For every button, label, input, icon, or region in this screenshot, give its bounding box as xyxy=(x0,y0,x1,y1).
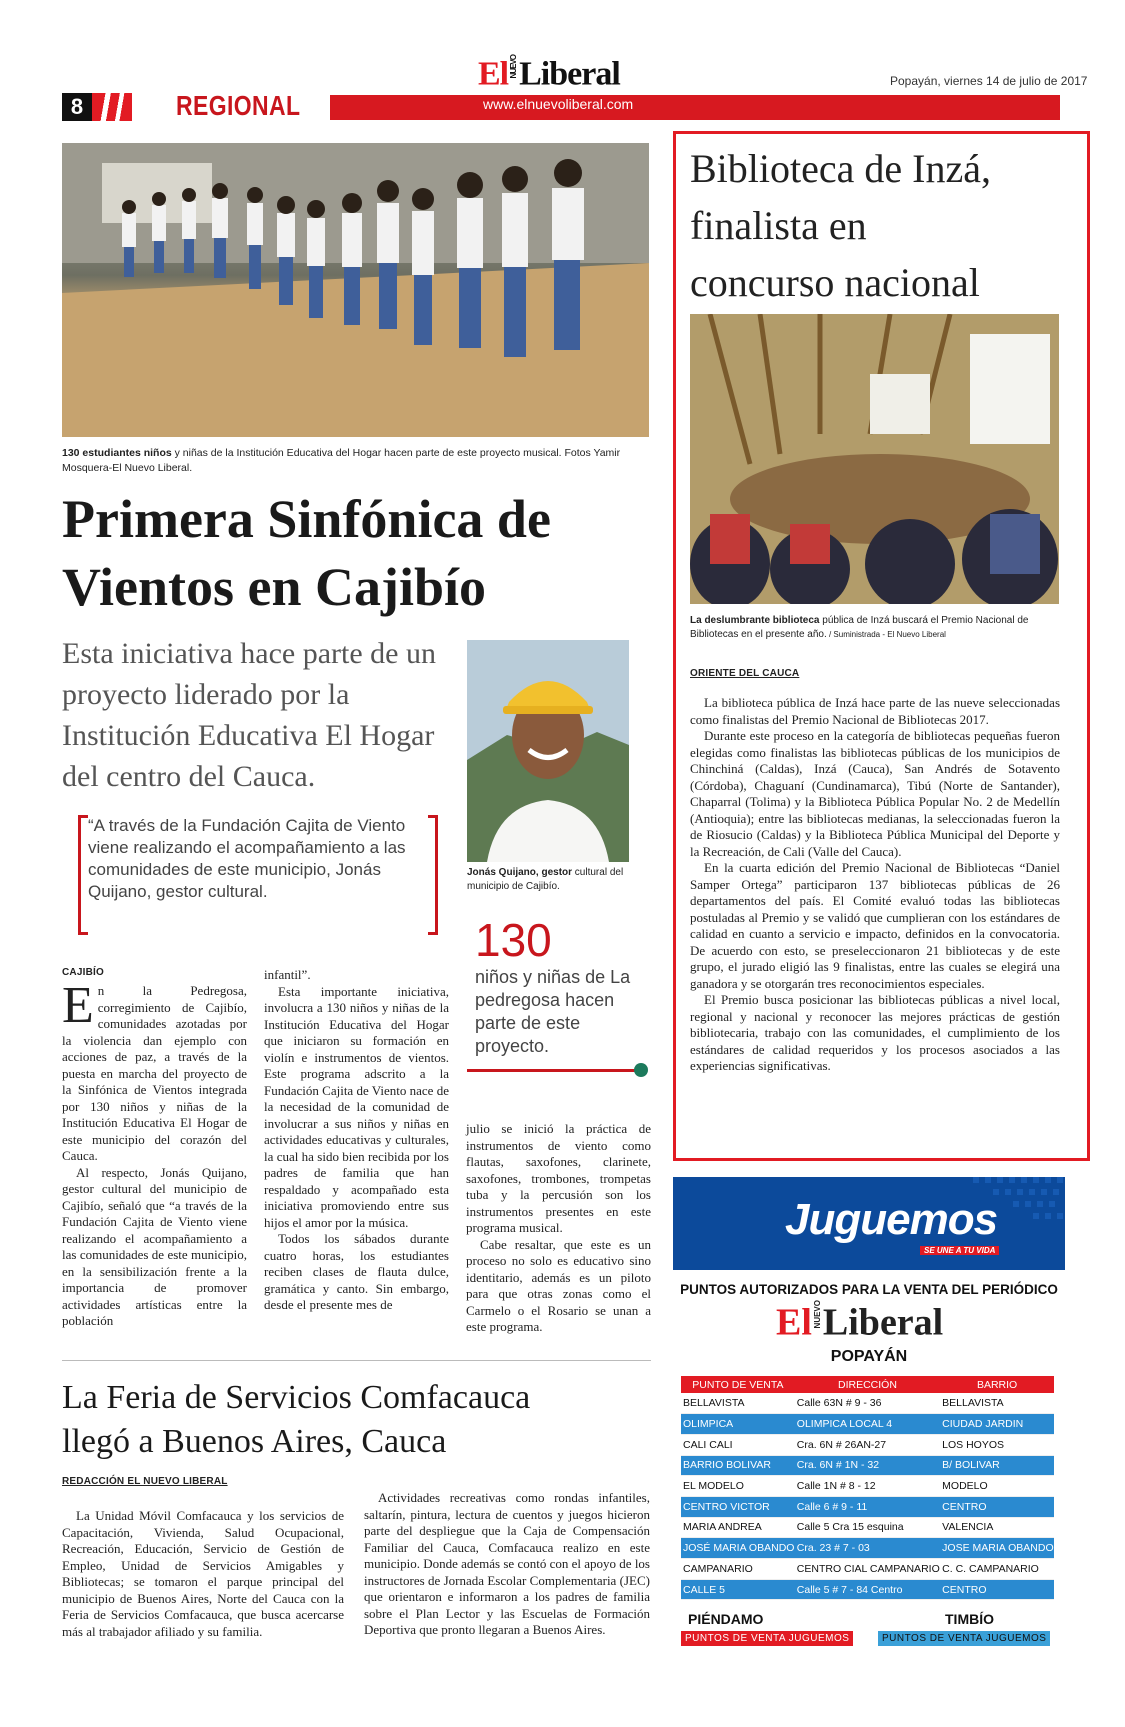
biblioteca-p4: El Premio busca posicionar las bibliotecas públicas a nivel local, regional y nacional y reconocer las mejores prácticas de gestión bibliotecaria, trabajo con las comunidades, el cumplimiento de los estándares de calidad requeridos y los procesos asociados a las experiencias significativas. xyxy=(690,992,1060,1073)
biblioteca-p2: Durante este proceso en la categoría de bibliotecas pequeñas fueron elegidas como finalistas las bibliotecas públicas de los municipios de Chinchiná (Caldas), Inzá (Cauca), San Andrés de Sotavento (Córdoba), Chaguaní (Cundinamarca), Tibú (Norte de Santander), Chaparral (Tolima) y la Biblioteca Pública Popular No. 2 de Medellín (Antioquia); entre las bibliotecas medianas, la seleccionadas fueron la de Riosucio (Caldas) y la Biblioteca Pública Municipal del Deporte y la Recreación, de Cali (Valle del Cauca). xyxy=(690,728,1060,859)
main-column-1 xyxy=(62,977,247,1330)
main-headline xyxy=(62,485,662,621)
table-cell: CENTRO CIAL CAMPANARIO xyxy=(795,1559,940,1580)
table-cell: CENTRO xyxy=(940,1579,1054,1600)
library-caption xyxy=(690,614,1060,642)
table-cell: MARIA ANDREA xyxy=(681,1517,795,1538)
logo-nuevo: NUEVO xyxy=(509,55,519,79)
column-header: DIRECCIÓN xyxy=(795,1376,940,1393)
library-caption-text: pública de Inzá buscará el Premio Nacional de Bibliotecas en el presente año. xyxy=(690,615,1029,640)
main-headline-line2: Vientos en Cajibío xyxy=(62,557,487,617)
table-cell: Calle 5 Cra 15 esquina xyxy=(795,1517,940,1538)
piendamo-label: PIÉNDAMO xyxy=(688,1611,764,1627)
table-cell: JOSE MARIA OBANDO xyxy=(940,1538,1054,1559)
portrait-caption-lead: Jonás Quijano, gestor xyxy=(467,867,573,878)
table-cell: Cra. 6N # 1N - 32 xyxy=(795,1455,940,1476)
stat-dot xyxy=(634,1063,648,1077)
table-row xyxy=(681,1496,1054,1517)
main-column-2 xyxy=(264,967,449,1314)
biblioteca-headline-line3: concurso nacional xyxy=(690,260,980,305)
feria-column-2 xyxy=(364,1490,650,1639)
table-cell: OLIMPICA xyxy=(681,1414,795,1435)
main-headline-line1: Primera Sinfónica de xyxy=(62,489,551,549)
main-col2-p3: Todos los sábados durante cuatro horas, los estudiantes reciben clases de flauta dulce, gramática y canto. Sin embargo, desde el presente mes de xyxy=(264,1231,449,1312)
logo-liberal: Liberal xyxy=(519,55,620,93)
ad-logo-liberal: Liberal xyxy=(822,1301,944,1344)
piendamo-tag: PUNTOS DE VENTA JUGUEMOS xyxy=(681,1631,853,1646)
ad-logo-nuevo: NUEVO xyxy=(812,1300,822,1329)
table-cell: EL MODELO xyxy=(681,1476,795,1497)
table-cell: OLIMPICA LOCAL 4 xyxy=(795,1414,940,1435)
main-col3-p1: julio se inició la práctica de instrumentos de viento como flautas, saxofones, clarinete, saxofones, trombones, trompetas tuba y la percusión son los instrumentos presentes en este programa musical. xyxy=(466,1121,651,1235)
biblioteca-headline-line1: Biblioteca de Inzá, xyxy=(690,146,991,191)
table-cell: C. C. CAMPANARIO xyxy=(940,1559,1054,1580)
stat-text: niños y niñas de La pedregosa hacen parte de este proyecto. xyxy=(475,967,631,1056)
column-header: PUNTO DE VENTA xyxy=(681,1376,795,1393)
masthead-logo xyxy=(478,55,620,93)
photo-caption-text: y niñas de la Institución Educativa del Hogar hacen parte de este proyecto musical. Fotos Yamir Mosquera-El Nuevo Liberal. xyxy=(62,447,621,474)
ad-slogan: SE UNE A TU VIDA xyxy=(920,1246,999,1255)
ad-logo xyxy=(776,1300,943,1344)
ad-heading: PUNTOS AUTORIZADOS PARA LA VENTA DEL PERIÓDICO xyxy=(680,1282,1058,1297)
table-row xyxy=(681,1434,1054,1455)
feria-col2-text: Actividades recreativas como rondas infantiles, saltarín, pintura, lectura de cuentos y juegos hicieron parte del despliegue que la Caja de Compensación Familiar del Cauca, Comfacauca realizo en este municipio. Donde además se contó con el apoyo de los instructores de Jornada Escolar Complementaria (JEC) que orientaron e informaron a los padres de familia sobre el Plan Lector y las Escuelas de Formación Deportiva que pronto llegaran a Buenos Aires. xyxy=(364,1490,650,1637)
dateline: Popayán, viernes 14 de julio de 2017 xyxy=(890,74,1088,88)
main-col3-p2: Cabe resaltar, que este es un proceso no solo es educativo sino identitario, además es un piloto para que otras zonas como el Carmelo o el Rosario se unan a este programa. xyxy=(466,1236,651,1334)
library-caption-credit: / Suministrada - El Nuevo Liberal xyxy=(826,630,946,639)
table-cell: VALENCIA xyxy=(940,1517,1054,1538)
quote-bracket-left xyxy=(78,815,88,935)
feria-headline-line2: llegó a Buenos Aires, Cauca xyxy=(62,1423,447,1460)
photo-caption-lead: 130 estudiantes niños xyxy=(62,447,172,459)
website-link[interactable]: www.elnuevoliberal.com xyxy=(483,96,634,112)
quote-bracket-right xyxy=(428,815,438,935)
main-kicker: CAJIBÍO xyxy=(62,967,104,978)
article-separator xyxy=(62,1360,651,1361)
photo-caption xyxy=(62,446,622,476)
feria-column-1 xyxy=(62,1508,344,1640)
table-cell: BELLAVISTA xyxy=(681,1393,795,1414)
table-cell: Calle 6 # 9 - 11 xyxy=(795,1496,940,1517)
main-col1-p1: n la Pedregosa, corregimiento de Cajibío, comunidades azotadas por la violencia dan ejemplo con acciones de paz, a través de la puesta en marcha del proyecto de la Sinfónica de Vientos integrada por 130 niños y niñas de la Institución Educativa El Hogar de este municipio del corazón del Cauca. xyxy=(62,983,247,1163)
section-title: REGIONAL xyxy=(176,90,301,121)
table-cell: Calle 5 # 7 - 84 Centro xyxy=(795,1579,940,1600)
table-cell: B/ BOLIVAR xyxy=(940,1455,1054,1476)
ad-brand: Juguemos xyxy=(785,1195,998,1244)
table-cell: Calle 63N # 9 - 36 xyxy=(795,1393,940,1414)
biblioteca-headline-line2: finalista en xyxy=(690,203,867,248)
main-col2-p2: Esta importante iniciativa, involucra a 130 niños y niñas de la Institución Educativa del Hogar que iniciaron su formación en violín e instrumentos de vientos. Este programa adscrito a la Fundación Cajita de Viento nace de la necesidad de la comunidad de involucrar a sus niños y niñas en actividades educativas y culturales, la cual ha sido bien recibida por los padres de familia que han respaldado y acompañado esta iniciativa promoviendo entre sus hijos el amor por la música. xyxy=(264,983,449,1230)
portrait-caption xyxy=(467,866,637,894)
students-photo xyxy=(62,143,649,437)
drop-cap: E xyxy=(62,977,94,1034)
library-photo xyxy=(690,314,1059,604)
main-col1-p2: Al respecto, Jonás Quijano, gestor cultural del municipio de Cajibío, señaló que “a través de la Fundación Cajita de Viento viene realizando el acompañamiento a las comunidades de este municipio, en la sensibilización frente a la importancia de promover actividades artísticas entre la población xyxy=(62,1164,247,1328)
ad-logo-el: El xyxy=(776,1301,812,1344)
table-cell: BELLAVISTA xyxy=(940,1393,1054,1414)
table-cell: CENTRO VICTOR xyxy=(681,1496,795,1517)
table-cell: CIUDAD JARDIN xyxy=(940,1414,1054,1435)
page-number: 8 xyxy=(62,93,92,121)
section-stripe xyxy=(92,93,132,121)
table-row xyxy=(681,1476,1054,1497)
pull-quote: “A través de la Fundación Cajita de Viento viene realizando el acompañamiento a las comunidades de este municipio, Jonás Quijano, gestor cultural. xyxy=(88,816,406,901)
logo-el: El xyxy=(478,55,509,93)
ad-city: POPAYÁN xyxy=(830,1348,908,1365)
feria-col1-text: La Unidad Móvil Comfacauca y los servicios de Capacitación, Vivienda, Salud Ocupacional, Recreación, Educación, Servicio de Gestión de Empleo, Unidad de Servicios Amigables y Bibliotecas; se tomaron el parque principal del municipio de Buenos Aires, Norte del Cauca con la Feria de Servicios Comfacauca, que busca acercarse más al trabajador afiliado y su familia. xyxy=(62,1508,344,1639)
library-caption-lead: La deslumbrante biblioteca xyxy=(690,615,820,626)
main-deck: Esta iniciativa hace parte de un proyecto liderado por la Institución Educativa El Hogar del centro del Cauca. xyxy=(62,637,436,793)
biblioteca-p3: En la cuarta edición del Premio Nacional de Bibliotecas “Daniel Samper Ortega” participaron 137 bibliotecas públicas de 26 departamentos del país. El Comité evaluó todas las bibliotecas postuladas al Premio y se validó que cumplieran con los estándares de calidad en cuanto a servicio e impacto, definidos en la convocatoria. De acuerdo con esto, se preseleccionaron 21 bibliotecas y de este grupo, el jurado eligió las 9 finalistas, entre las cuales se elegirá una ganadora y se otorgarán tres reconocimientos especiales. xyxy=(690,860,1060,991)
table-cell: Cra. 23 # 7 - 03 xyxy=(795,1538,940,1559)
table-row xyxy=(681,1414,1054,1435)
table-row xyxy=(681,1517,1054,1538)
stat-number: 130 xyxy=(475,914,552,966)
table-cell: Cra. 6N # 26AN-27 xyxy=(795,1434,940,1455)
biblioteca-p1: La biblioteca pública de Inzá hace parte de las nueve seleccionadas como finalistas del Premio Nacional de Bibliotecas 2017. xyxy=(690,695,1060,727)
table-row xyxy=(681,1579,1054,1600)
table-row xyxy=(681,1455,1054,1476)
table-row xyxy=(681,1559,1054,1580)
timbio-label: TIMBÍO xyxy=(945,1611,994,1627)
table-row xyxy=(681,1393,1054,1414)
stat-underline xyxy=(467,1069,635,1072)
header-bar xyxy=(330,95,1060,120)
biblioteca-body xyxy=(690,695,1060,1075)
feria-headline xyxy=(62,1376,662,1464)
biblioteca-kicker: ORIENTE DEL CAUCA xyxy=(690,668,800,679)
biblioteca-headline xyxy=(690,140,1090,311)
table-cell: Calle 1N # 8 - 12 xyxy=(795,1476,940,1497)
timbio-tag: PUNTOS DE VENTA JUGUEMOS xyxy=(878,1631,1050,1646)
table-cell: LOS HOYOS xyxy=(940,1434,1054,1455)
table-cell: CENTRO xyxy=(940,1496,1054,1517)
table-cell: CAMPANARIO xyxy=(681,1559,795,1580)
table-header-row xyxy=(681,1376,1054,1393)
main-col2-p1: infantil”. xyxy=(264,967,311,982)
portrait-photo xyxy=(467,640,629,862)
portrait-caption-text: cultural del municipio de Cajibío. xyxy=(467,867,624,892)
feria-headline-line1: La Feria de Servicios Comfacauca xyxy=(62,1379,531,1416)
table-cell: MODELO xyxy=(940,1476,1054,1497)
column-header: BARRIO xyxy=(940,1376,1054,1393)
sales-points-table xyxy=(681,1376,1054,1600)
table-cell: CALI CALI xyxy=(681,1434,795,1455)
table-cell: BARRIO BOLIVAR xyxy=(681,1455,795,1476)
main-column-3 xyxy=(466,1121,651,1336)
table-cell: CALLE 5 xyxy=(681,1579,795,1600)
table-cell: JOSÉ MARIA OBANDO xyxy=(681,1538,795,1559)
feria-byline: REDACCIÓN EL NUEVO LIBERAL xyxy=(62,1476,228,1487)
table-row xyxy=(681,1538,1054,1559)
